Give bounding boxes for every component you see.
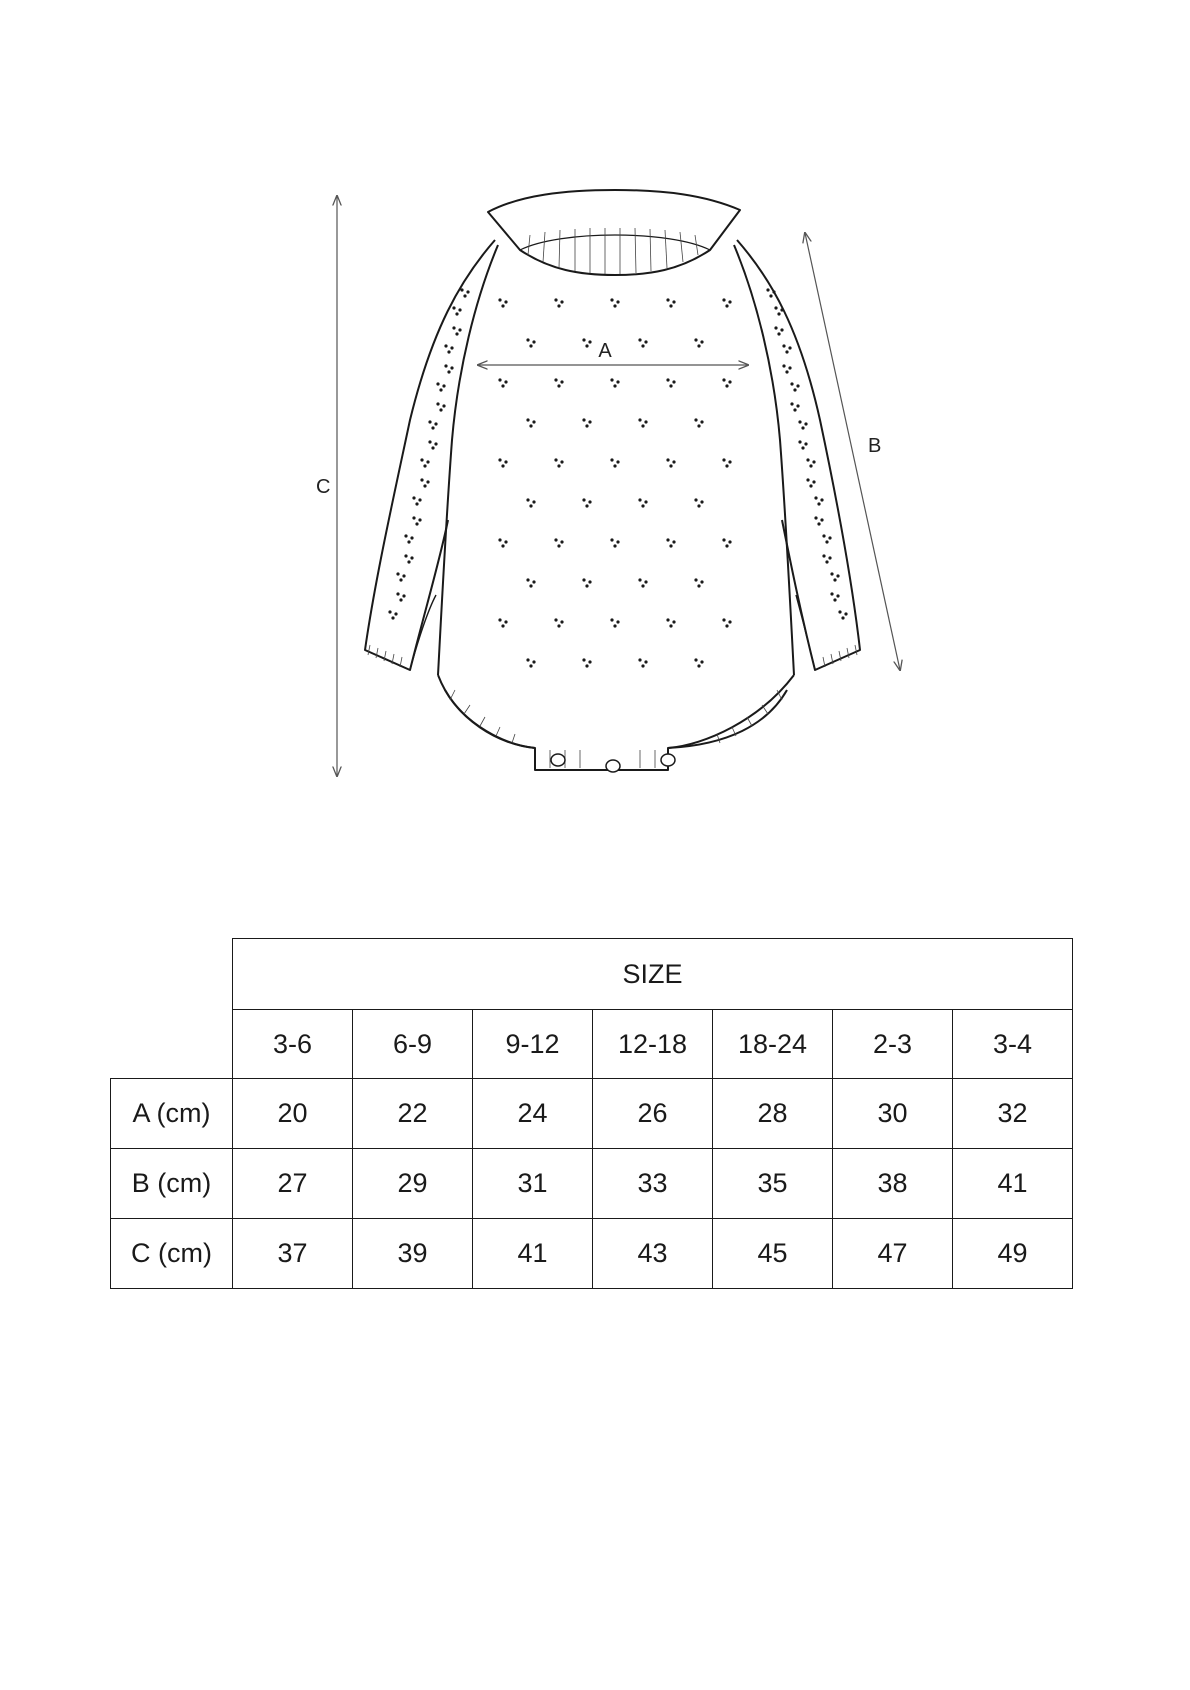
pointelle-dot xyxy=(410,536,413,539)
pointelle-dot xyxy=(501,384,504,387)
pointelle-dot xyxy=(588,340,591,343)
pointelle-dot xyxy=(418,518,421,521)
pointelle-dot xyxy=(836,594,839,597)
pointelle-dot xyxy=(560,460,563,463)
pointelle-dot xyxy=(439,408,442,411)
pointelle-dot xyxy=(434,422,437,425)
pointelle-dot xyxy=(396,592,399,595)
pointelle-dot xyxy=(554,458,557,461)
pointelle-dot xyxy=(669,304,672,307)
pointelle-dot xyxy=(785,350,788,353)
pointelle-dot xyxy=(806,478,809,481)
table-cell: 31 xyxy=(473,1149,593,1219)
measurement-a xyxy=(478,340,748,365)
table-cell: 26 xyxy=(593,1079,713,1149)
pointelle-dot xyxy=(814,496,817,499)
pointelle-dot xyxy=(529,424,532,427)
pointelle-dot xyxy=(388,610,391,613)
pointelle-dot xyxy=(669,384,672,387)
pointelle-dot xyxy=(431,426,434,429)
table-cell: 29 xyxy=(353,1149,473,1219)
pointelle-dot xyxy=(820,498,823,501)
pointelle-dot xyxy=(450,366,453,369)
pointelle-dot xyxy=(455,332,458,335)
pointelle-dot xyxy=(554,618,557,621)
pointelle-dot xyxy=(782,364,785,367)
pointelle-dot xyxy=(588,660,591,663)
pointelle-dot xyxy=(774,326,777,329)
pointelle-dot xyxy=(410,556,413,559)
pointelle-dot xyxy=(672,380,675,383)
pointelle-dot xyxy=(532,660,535,663)
pointelle-dot xyxy=(557,464,560,467)
pointelle-dot xyxy=(610,378,613,381)
size-header: SIZE xyxy=(233,939,1073,1010)
table-cell: 41 xyxy=(953,1149,1073,1219)
pointelle-dot xyxy=(833,598,836,601)
pointelle-dot xyxy=(407,560,410,563)
pointelle-dot xyxy=(426,480,429,483)
table-cell: 32 xyxy=(953,1079,1073,1149)
pointelle-dot xyxy=(418,498,421,501)
pointelle-dot xyxy=(526,658,529,661)
pointelle-dot xyxy=(582,658,585,661)
pointelle-dot xyxy=(844,612,847,615)
pointelle-dot xyxy=(666,618,669,621)
pointelle-dot xyxy=(498,538,501,541)
pointelle-dot xyxy=(447,350,450,353)
pointelle-dot xyxy=(644,420,647,423)
pointelle-dot xyxy=(450,346,453,349)
pointelle-dot xyxy=(415,502,418,505)
pointelle-dot xyxy=(396,572,399,575)
romper-outline xyxy=(365,190,860,770)
pointelle-dot xyxy=(460,288,463,291)
pointelle-dot xyxy=(526,578,529,581)
pointelle-dot xyxy=(697,504,700,507)
pointelle-dot xyxy=(458,308,461,311)
pointelle-dot xyxy=(560,620,563,623)
pointelle-dot xyxy=(697,424,700,427)
pointelle-dot xyxy=(777,332,780,335)
pointelle-dot xyxy=(431,446,434,449)
pointelle-dot xyxy=(613,544,616,547)
pointelle-dot xyxy=(700,500,703,503)
pointelle-dot xyxy=(455,312,458,315)
pointelle-dot xyxy=(728,460,731,463)
size-col: 6-9 xyxy=(353,1010,473,1079)
table-cell: 49 xyxy=(953,1219,1073,1289)
pointelle-dot xyxy=(616,620,619,623)
pointelle-dot xyxy=(613,384,616,387)
pointelle-dot xyxy=(780,308,783,311)
pointelle-dot xyxy=(838,610,841,613)
pointelle-dot xyxy=(402,594,405,597)
pointelle-dot xyxy=(529,344,532,347)
pointelle-dot xyxy=(841,616,844,619)
pointelle-dot xyxy=(722,378,725,381)
pointelle-dot xyxy=(697,664,700,667)
pointelle-dot xyxy=(504,380,507,383)
pointelle-dot xyxy=(644,580,647,583)
pointelle-dot xyxy=(532,580,535,583)
pointelle-dot xyxy=(504,540,507,543)
pointelle-dot xyxy=(694,338,697,341)
pointelle-dot xyxy=(428,420,431,423)
label-b: B xyxy=(868,435,882,457)
pointelle-dot xyxy=(728,620,731,623)
row-label: A (cm) xyxy=(111,1079,233,1149)
pointelle-dot xyxy=(725,384,728,387)
pointelle-dot xyxy=(796,404,799,407)
pointelle-dot xyxy=(694,418,697,421)
pointelle-dot xyxy=(793,388,796,391)
pointelle-dot xyxy=(788,366,791,369)
pointelle-dot xyxy=(822,534,825,537)
pointelle-dot xyxy=(526,498,529,501)
pointelle-dot xyxy=(700,420,703,423)
pointelle-dot xyxy=(557,544,560,547)
pointelle-dot xyxy=(672,620,675,623)
pointelle-dot xyxy=(809,464,812,467)
label-a: A xyxy=(598,340,612,362)
pointelle-dot xyxy=(452,326,455,329)
pointelle-dot xyxy=(780,328,783,331)
pointelle-dot xyxy=(582,338,585,341)
pointelle-dot xyxy=(588,580,591,583)
pointelle-dot xyxy=(669,544,672,547)
pointelle-dot xyxy=(700,580,703,583)
table-row xyxy=(111,1079,1073,1149)
pointelle-dot xyxy=(526,418,529,421)
pointelle-dot xyxy=(560,300,563,303)
pointelle-dot xyxy=(613,464,616,467)
size-col: 3-6 xyxy=(233,1010,353,1079)
pointelle-dot xyxy=(641,344,644,347)
pointelle-dot xyxy=(772,290,775,293)
table-cell: 37 xyxy=(233,1219,353,1289)
pointelle-dot xyxy=(672,300,675,303)
pointelle-dot xyxy=(412,496,415,499)
table-row xyxy=(111,1149,1073,1219)
pointelle-dot xyxy=(532,420,535,423)
cuff-ribbing xyxy=(368,645,857,667)
pointelle-dot xyxy=(833,578,836,581)
row-label: C (cm) xyxy=(111,1219,233,1289)
pointelle-dot xyxy=(557,384,560,387)
size-col: 12-18 xyxy=(593,1010,713,1079)
pointelle-dot xyxy=(610,458,613,461)
table-cell: 24 xyxy=(473,1079,593,1149)
pointelle-dot xyxy=(785,370,788,373)
pointelle-dot xyxy=(644,660,647,663)
pointelle-dot xyxy=(694,578,697,581)
pointelle-dot xyxy=(666,378,669,381)
pointelle-dot xyxy=(812,460,815,463)
pointelle-dot xyxy=(402,574,405,577)
row-label: B (cm) xyxy=(111,1149,233,1219)
pointelle-dot xyxy=(836,574,839,577)
pointelle-dot xyxy=(610,538,613,541)
pointelle-dot xyxy=(793,408,796,411)
table-cell: 38 xyxy=(833,1149,953,1219)
pointelle-dot xyxy=(501,304,504,307)
pointelle-dot xyxy=(641,424,644,427)
pointelle-dot xyxy=(774,306,777,309)
pointelle-dot xyxy=(526,338,529,341)
pointelle-dot xyxy=(725,464,728,467)
pointelle-dot xyxy=(585,344,588,347)
pointelle-dot xyxy=(820,518,823,521)
pointelle-dot xyxy=(399,578,402,581)
pointelle-dot xyxy=(423,464,426,467)
pointelle-pattern xyxy=(388,288,847,667)
table-cell: 41 xyxy=(473,1219,593,1289)
pointelle-dot xyxy=(790,402,793,405)
pointelle-dot xyxy=(777,312,780,315)
pointelle-dot xyxy=(666,458,669,461)
pointelle-dot xyxy=(504,300,507,303)
pointelle-dot xyxy=(532,340,535,343)
pointelle-dot xyxy=(804,422,807,425)
pointelle-dot xyxy=(814,516,817,519)
table-cell: 35 xyxy=(713,1149,833,1219)
pointelle-dot xyxy=(504,620,507,623)
pointelle-dot xyxy=(644,500,647,503)
pointelle-dot xyxy=(501,544,504,547)
pointelle-dot xyxy=(798,420,801,423)
pointelle-dot xyxy=(725,304,728,307)
pointelle-dot xyxy=(394,612,397,615)
table-cell: 30 xyxy=(833,1079,953,1149)
pointelle-dot xyxy=(722,298,725,301)
pointelle-dot xyxy=(616,460,619,463)
pointelle-dot xyxy=(722,458,725,461)
pointelle-dot xyxy=(817,502,820,505)
pointelle-dot xyxy=(588,420,591,423)
pointelle-dot xyxy=(585,664,588,667)
table-cell: 45 xyxy=(713,1219,833,1289)
size-col: 3-4 xyxy=(953,1010,1073,1079)
pointelle-dot xyxy=(830,572,833,575)
pointelle-dot xyxy=(466,290,469,293)
table-cell: 33 xyxy=(593,1149,713,1219)
pointelle-dot xyxy=(498,618,501,621)
pointelle-dot xyxy=(830,592,833,595)
pointelle-dot xyxy=(436,382,439,385)
pointelle-dot xyxy=(697,344,700,347)
pointelle-dot xyxy=(415,522,418,525)
pointelle-dot xyxy=(439,388,442,391)
pointelle-dot xyxy=(582,418,585,421)
pointelle-dot xyxy=(407,540,410,543)
table-cell: 20 xyxy=(233,1079,353,1149)
pointelle-dot xyxy=(722,538,725,541)
pointelle-dot xyxy=(672,460,675,463)
pointelle-dot xyxy=(428,440,431,443)
pointelle-dot xyxy=(616,540,619,543)
pointelle-dot xyxy=(554,538,557,541)
pointelle-dot xyxy=(529,584,532,587)
pointelle-dot xyxy=(788,346,791,349)
pointelle-dot xyxy=(582,578,585,581)
pointelle-dot xyxy=(557,304,560,307)
pointelle-dot xyxy=(638,418,641,421)
pointelle-dot xyxy=(641,504,644,507)
pointelle-dot xyxy=(825,560,828,563)
table-cell: 47 xyxy=(833,1219,953,1289)
label-c: C xyxy=(316,476,331,498)
pointelle-dot xyxy=(828,536,831,539)
pointelle-dot xyxy=(463,294,466,297)
pointelle-dot xyxy=(796,384,799,387)
pointelle-dot xyxy=(554,298,557,301)
pointelle-dot xyxy=(582,498,585,501)
pointelle-dot xyxy=(426,460,429,463)
pointelle-dot xyxy=(504,460,507,463)
hem-ribbing xyxy=(450,690,782,768)
pointelle-dot xyxy=(557,624,560,627)
pointelle-dot xyxy=(669,464,672,467)
pointelle-dot xyxy=(442,404,445,407)
pointelle-dot xyxy=(728,300,731,303)
pointelle-dot xyxy=(817,522,820,525)
measurement-c xyxy=(316,196,337,776)
pointelle-dot xyxy=(498,378,501,381)
table-cell: 43 xyxy=(593,1219,713,1289)
pointelle-dot xyxy=(644,340,647,343)
pointelle-dot xyxy=(404,534,407,537)
pointelle-dot xyxy=(669,624,672,627)
pointelle-dot xyxy=(420,458,423,461)
pointelle-dot xyxy=(812,480,815,483)
pointelle-dot xyxy=(423,484,426,487)
pointelle-dot xyxy=(613,624,616,627)
pointelle-dot xyxy=(801,426,804,429)
pointelle-dot xyxy=(560,540,563,543)
pointelle-dot xyxy=(804,442,807,445)
table-cell: 39 xyxy=(353,1219,473,1289)
pointelle-dot xyxy=(412,516,415,519)
pointelle-dot xyxy=(616,380,619,383)
measurement-b xyxy=(805,233,900,670)
pointelle-dot xyxy=(585,424,588,427)
pointelle-dot xyxy=(666,538,669,541)
pointelle-dot xyxy=(782,344,785,347)
pointelle-dot xyxy=(529,504,532,507)
table-cell: 22 xyxy=(353,1079,473,1149)
pointelle-dot xyxy=(610,298,613,301)
pointelle-dot xyxy=(672,540,675,543)
pointelle-dot xyxy=(700,660,703,663)
pointelle-dot xyxy=(420,478,423,481)
pointelle-dot xyxy=(613,304,616,307)
pointelle-dot xyxy=(554,378,557,381)
pointelle-dot xyxy=(694,658,697,661)
pointelle-dot xyxy=(391,616,394,619)
table-corner xyxy=(111,939,233,1010)
pointelle-dot xyxy=(452,306,455,309)
pointelle-dot xyxy=(585,584,588,587)
pointelle-dot xyxy=(447,370,450,373)
pointelle-dot xyxy=(766,288,769,291)
pointelle-dot xyxy=(798,440,801,443)
pointelle-dot xyxy=(458,328,461,331)
pointelle-dot xyxy=(638,498,641,501)
pointelle-dot xyxy=(806,458,809,461)
pointelle-dot xyxy=(666,298,669,301)
pointelle-dot xyxy=(560,380,563,383)
pointelle-dot xyxy=(828,556,831,559)
pointelle-dot xyxy=(641,584,644,587)
pointelle-dot xyxy=(641,664,644,667)
pointelle-dot xyxy=(700,340,703,343)
pointelle-dot xyxy=(585,504,588,507)
pointelle-dot xyxy=(697,584,700,587)
pointelle-dot xyxy=(532,500,535,503)
size-col: 18-24 xyxy=(713,1010,833,1079)
table-cell: 27 xyxy=(233,1149,353,1219)
pointelle-dot xyxy=(790,382,793,385)
size-col: 9-12 xyxy=(473,1010,593,1079)
pointelle-dot xyxy=(822,554,825,557)
pointelle-dot xyxy=(444,364,447,367)
pointelle-dot xyxy=(399,598,402,601)
pointelle-dot xyxy=(610,618,613,621)
table-cell: 28 xyxy=(713,1079,833,1149)
pointelle-dot xyxy=(442,384,445,387)
pointelle-dot xyxy=(501,624,504,627)
table-corner-2 xyxy=(111,1010,233,1079)
pointelle-dot xyxy=(825,540,828,543)
size-col: 2-3 xyxy=(833,1010,953,1079)
pointelle-dot xyxy=(809,484,812,487)
pointelle-dot xyxy=(498,458,501,461)
pointelle-dot xyxy=(769,294,772,297)
pointelle-dot xyxy=(498,298,501,301)
size-chart-table xyxy=(110,938,1073,1289)
pointelle-dot xyxy=(434,442,437,445)
pointelle-dot xyxy=(436,402,439,405)
pointelle-dot xyxy=(501,464,504,467)
pointelle-dot xyxy=(638,578,641,581)
pointelle-dot xyxy=(725,624,728,627)
pointelle-dot xyxy=(638,658,641,661)
table-row xyxy=(111,1219,1073,1289)
pointelle-dot xyxy=(694,498,697,501)
pointelle-dot xyxy=(728,540,731,543)
pointelle-dot xyxy=(529,664,532,667)
pointelle-dot xyxy=(728,380,731,383)
pointelle-dot xyxy=(725,544,728,547)
pointelle-dot xyxy=(722,618,725,621)
pointelle-dot xyxy=(404,554,407,557)
pointelle-dot xyxy=(638,338,641,341)
pointelle-dot xyxy=(616,300,619,303)
pointelle-dot xyxy=(444,344,447,347)
pointelle-dot xyxy=(801,446,804,449)
pointelle-dot xyxy=(588,500,591,503)
